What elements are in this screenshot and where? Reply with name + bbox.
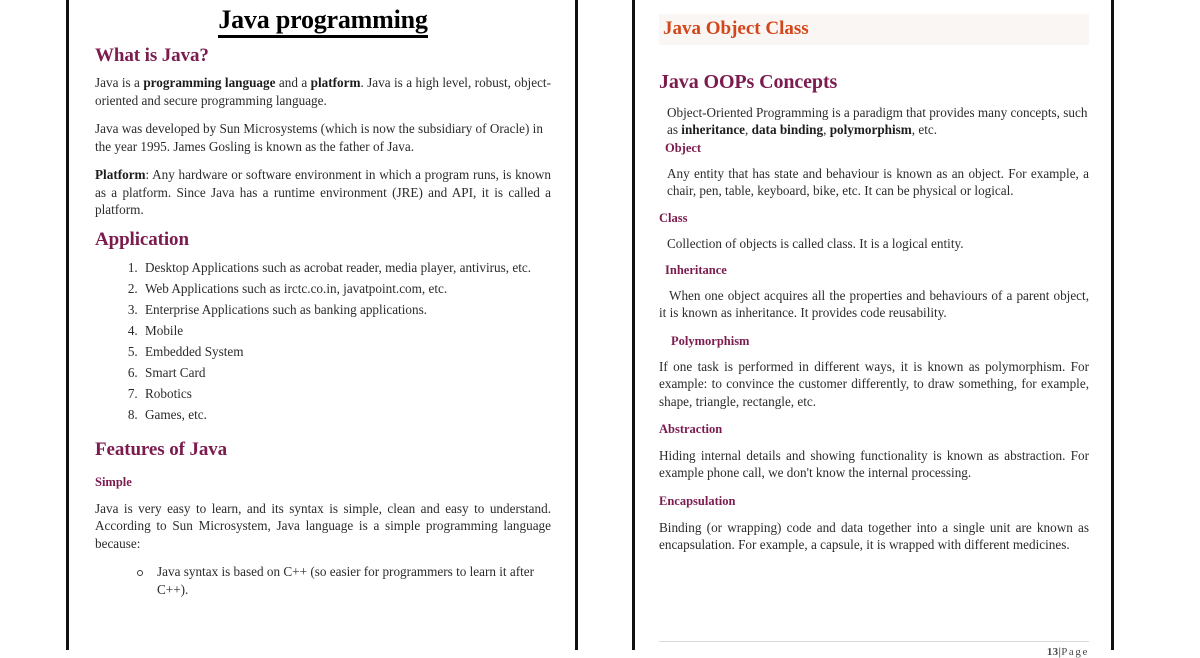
document-title-text: Java programming [218,5,427,38]
list-item: 8. Games, etc. [141,406,551,423]
heading-java-oops-concepts: Java OOPs Concepts [659,70,838,93]
page-right-content [635,0,1111,658]
paragraph-platform [95,166,551,218]
text-run: Java is a [95,75,144,91]
paragraph-simple: Java is very easy to learn, and its syntax is simple, clean and easy to understand. According to Sun Microsystem, Java language is a simple programming language because: [95,500,551,551]
list-item: 4. Mobile [141,322,551,339]
document-title [95,6,551,35]
paragraph-oops-intro [667,104,1089,139]
page-number [659,646,1089,658]
page-number-value: 13 [1046,646,1059,658]
list-item: 1. Desktop Applications such as acrobat reader, media player, antivirus, etc. [141,259,551,276]
text-run: . Java is a high level, robust, object-oriented and secure programming language. [95,75,551,108]
heading-application: Application [95,229,189,251]
paragraph-abstraction: Hiding internal details and showing functionality is known as abstraction. For example phone call, we don't know the internal processing. [659,448,1089,481]
subheading-encapsulation: Encapsulation [659,493,736,508]
text-run: : Any hardware or software environment in which a program runs, is known as a platform. Since Java has a runtime environment (JRE) and API, it is called a platform. [95,167,551,217]
list-item: 7. Robotics [141,385,551,402]
subheading-inheritance: Inheritance [665,262,727,277]
page-footer [659,641,1089,658]
paragraph-polymorphism: If one task is performed in different ways, it is known as polymorphism. For example: to convince the customer differently, to draw something, for example, shape, triangle, rectangle, etc. [659,358,1089,409]
text-run: Object-Oriented Programming is a paradigm that provides many concepts, such as [667,104,1088,138]
list-item: 3. Enterprise Applications such as banking applications. [141,301,551,318]
page-number-separator: | [1058,646,1062,658]
page-left-content [69,0,575,650]
subheading-polymorphism: Polymorphism [671,333,750,348]
paragraph-what-is-java-1 [95,74,551,109]
text-run-bold: programming language [143,75,276,91]
subheading-object: Object [665,140,702,155]
text-run-bold: polymorphism [829,122,912,138]
page-right [632,0,1114,658]
page-left [66,0,578,650]
list-item: Java syntax is based on C++ (so easier for programmers to learn it after C++). [135,563,551,598]
text-run: , [745,122,752,138]
subheading-simple: Simple [95,474,132,489]
list-item: 6. Smart Card [141,364,551,381]
paragraph-inheritance: When one object acquires all the properties and behaviours of a parent object, it is known as inheritance. It provides code reusability. [659,287,1089,321]
paragraph-what-is-java-2: Java was developed by Sun Microsystems (which is now the subsidiary of Oracle) in the year 1995. James Gosling is known as the father of Java. [95,121,543,154]
heading-what-is-java: What is Java? [95,44,209,66]
text-run: , [823,122,830,138]
application-list [95,259,551,423]
paragraph-object: Any entity that has state and behaviour is known as an object. For example, a chair, pen, table, keyboard, bike, etc. It can be physical or logical. [667,165,1089,199]
text-run-bold: platform [310,75,361,91]
footer-divider [659,641,1089,642]
simple-bullet-list [95,563,551,598]
list-item: 2. Web Applications such as irctc.co.in, javatpoint.com, etc. [141,280,551,297]
list-item: 5. Embedded System [141,343,551,360]
text-run-bold: inheritance [681,122,746,138]
heading-java-object-class: Java Object Class [659,14,1089,45]
subheading-class: Class [659,210,688,225]
text-run-bold: Platform [95,167,146,183]
paragraph-class: Collection of objects is called class. It is a logical entity. [667,235,964,251]
subheading-abstraction: Abstraction [659,422,723,437]
text-run: and a [275,75,311,91]
paragraph-encapsulation: Binding (or wrapping) code and data together into a single unit are known as encapsulation. For example, a capsule, it is wrapped with different medicines. [659,519,1089,553]
page-number-word: Page [1061,646,1089,658]
text-run: , etc. [911,122,938,138]
heading-features-of-java: Features of Java [95,439,228,461]
text-run-bold: data binding [751,122,824,138]
